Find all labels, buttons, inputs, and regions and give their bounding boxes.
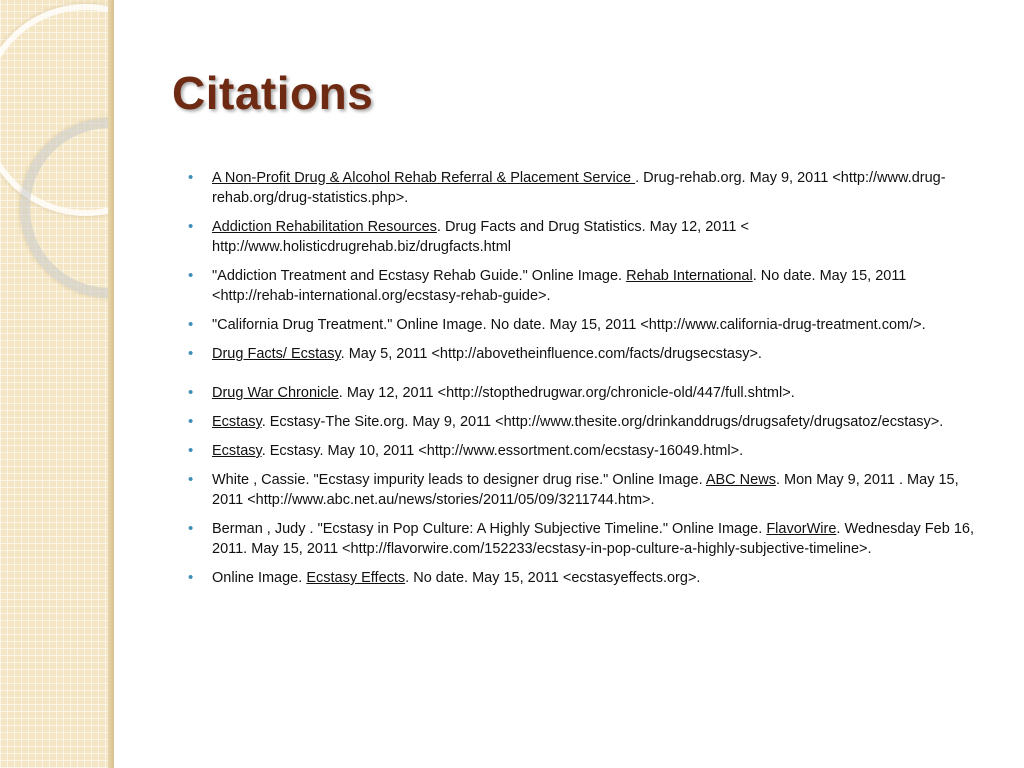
citation-text: . Mon May 9, 2011 . May 15, 2011 <http://www.abc.net.au/news/stories/2011/05/09/3211744.htm>. [212, 472, 959, 508]
citation-text: . Wednesday Feb 16, 2011. May 15, 2011 <http://flavorwire.com/152233/ecstasy-in-pop-culture-a-highly-subjective-timeline>. [212, 521, 974, 557]
citation-item [188, 441, 988, 461]
citation-text: . No date. May 15, 2011 <http://rehab-international.org/ecstasy-rehab-guide>. [212, 268, 907, 304]
citation-link[interactable]: FlavorWire [766, 521, 837, 537]
sidebar-edge [108, 0, 114, 768]
citation-link[interactable]: Drug War Chronicle [212, 385, 339, 401]
citation-text: Online Image. [212, 570, 307, 586]
citation-item [188, 344, 988, 364]
citation-text: . Drug Facts and Drug Statistics. May 12, 2011 < http://www.holisticdrugrehab.biz/drugfacts.html [212, 219, 749, 255]
citation-link[interactable]: Addiction Rehabilitation Resources [212, 219, 437, 235]
citation-text: . Drug-rehab.org. May 9, 2011 <http://www.drug-rehab.org/drug-statistics.php>. [212, 170, 946, 206]
citation-text: . Ecstasy-The Site.org. May 9, 2011 <http://www.thesite.org/drinkanddrugs/drugsafety/drugsatoz/ecstasy>. [261, 414, 944, 430]
citation-item [188, 519, 988, 559]
citation-link[interactable]: Ecstasy [212, 414, 262, 430]
citation-link[interactable]: Drug Facts/ Ecstasy [212, 346, 341, 362]
citation-link[interactable]: Ecstasy Effects [306, 570, 406, 586]
citation-text: . May 5, 2011 <http://abovetheinfluence.com/facts/drugsecstasy>. [340, 346, 762, 362]
citation-item [188, 470, 988, 510]
page-title: Citations [172, 67, 374, 119]
citation-item [188, 568, 988, 588]
citation-item [188, 412, 988, 432]
citation-link[interactable]: Ecstasy [212, 443, 262, 459]
citation-text: "Addiction Treatment and Ecstasy Rehab Guide." Online Image. [212, 268, 627, 284]
citation-item [188, 383, 988, 403]
citation-text: . No date. May 15, 2011 <ecstasyeffects.org>. [405, 570, 701, 586]
citation-text: "California Drug Treatment." Online Image. No date. May 15, 2011 <http://www.california-drug-treatment.com/>. [212, 317, 926, 333]
citation-item [188, 266, 988, 306]
citation-item [188, 168, 988, 208]
citation-text: Berman , Judy . "Ecstasy in Pop Culture: A Highly Subjective Timeline." Online Image. [212, 521, 767, 537]
citation-text: . Ecstasy. May 10, 2011 <http://www.essortment.com/ecstasy-16049.html>. [261, 443, 744, 459]
citation-link[interactable]: Rehab International [626, 268, 753, 284]
decorative-sidebar [0, 0, 114, 768]
citation-link[interactable]: A Non-Profit Drug & Alcohol Rehab Referral & Placement Service [212, 170, 636, 186]
citation-item [188, 217, 988, 257]
citation-text: White , Cassie. "Ecstasy impurity leads to designer drug rise." Online Image. [212, 472, 706, 488]
citation-list [188, 168, 988, 597]
citation-link[interactable]: ABC News [705, 472, 776, 488]
citation-item [188, 315, 988, 335]
citation-text: . May 12, 2011 <http://stopthedrugwar.org/chronicle-old/447/full.shtml>. [338, 385, 795, 401]
